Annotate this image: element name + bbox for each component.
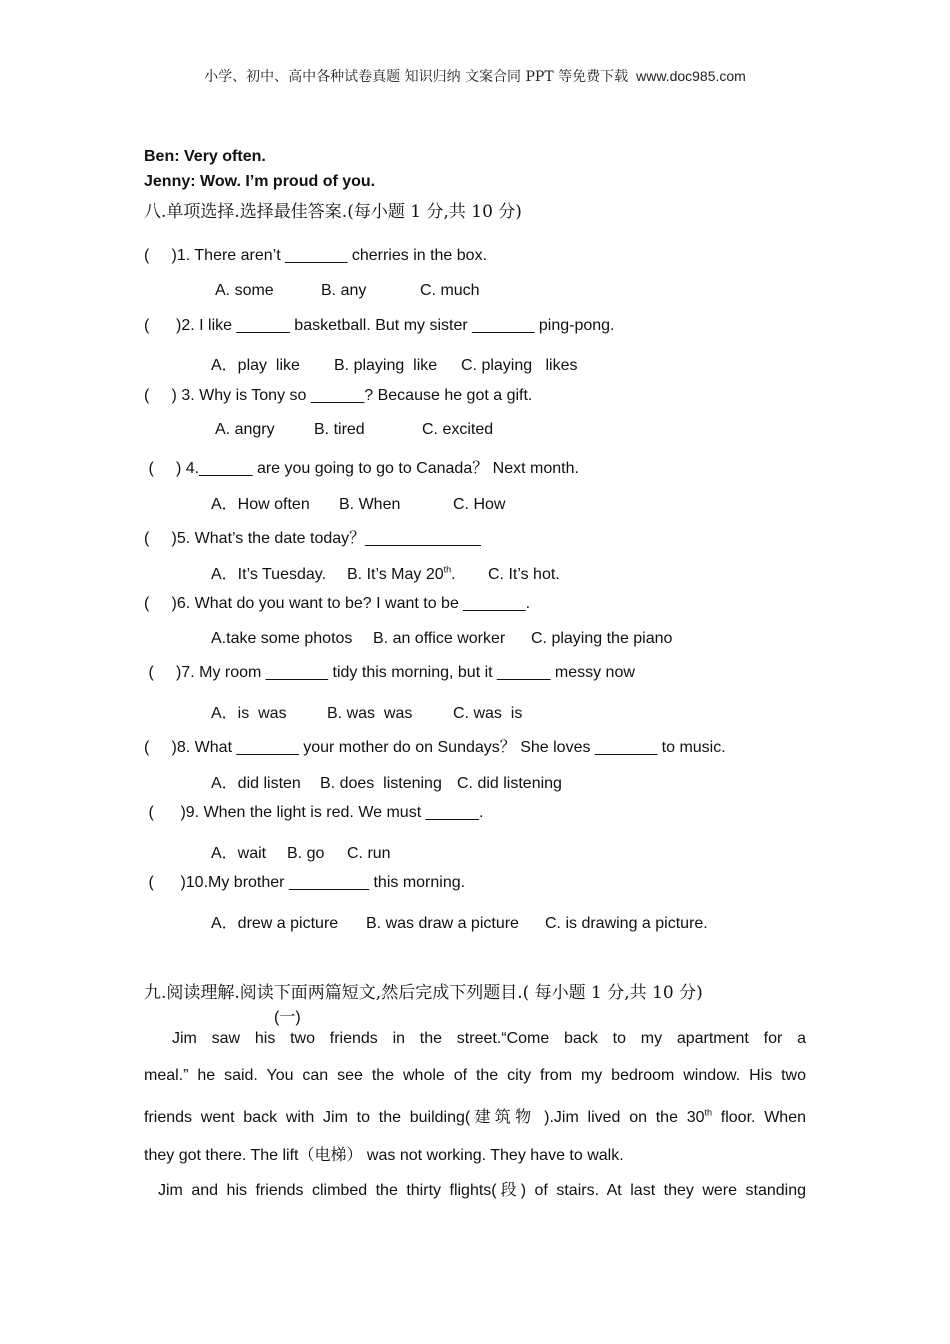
option-c[interactable]: C. playing the piano — [531, 630, 673, 647]
answer-blank[interactable]: ( ) — [144, 460, 182, 477]
chinese-gloss: 建筑物 — [470, 1107, 536, 1126]
options — [211, 561, 560, 584]
question-text: 6. What do you want to be? I want to be _______. — [176, 595, 531, 612]
options — [215, 282, 480, 300]
option-c[interactable]: C. playing likes — [461, 357, 578, 374]
answer-blank[interactable]: ( ) — [144, 664, 182, 681]
text-run: Jim and his friends climbed the thirty flights( — [158, 1182, 497, 1199]
question — [144, 804, 483, 822]
text-run: friends went back with Jim to the building( — [144, 1109, 471, 1126]
option-a[interactable]: A. angry — [215, 421, 275, 438]
question-text: 5. What’s the date today？_____________ — [176, 530, 481, 547]
question — [144, 455, 579, 478]
option-b[interactable]: B. any — [321, 282, 367, 299]
option-a[interactable]: A．How often — [211, 496, 310, 513]
option-a[interactable]: A. some — [215, 282, 274, 299]
option-c[interactable]: C. run — [347, 845, 391, 862]
option-c[interactable]: C. is drawing a picture. — [545, 915, 708, 932]
option-b[interactable]: B. an office worker — [373, 630, 506, 647]
text-run: was not working. They have to walk. — [362, 1147, 624, 1164]
option-b[interactable]: B. was draw a picture — [366, 915, 519, 932]
option-b[interactable] — [347, 566, 488, 584]
speaker: Ben: — [144, 148, 180, 165]
answer-blank[interactable]: ( ) — [144, 317, 182, 334]
passage-line — [158, 1177, 806, 1200]
option-b[interactable]: B. tired — [314, 421, 365, 438]
answer-blank[interactable]: ( ) — [144, 804, 186, 821]
question-text: 7. My room _______ tidy this morning, but it ______ messy now — [181, 664, 635, 681]
answer-blank[interactable]: ( ) — [144, 739, 177, 756]
option-c[interactable]: C. was is — [453, 705, 523, 722]
text-run: ).Jim lived on the 30 — [535, 1109, 705, 1126]
option-b[interactable]: B. does listening — [320, 775, 442, 792]
passage-line: Jim saw his two friends in the street.“Come back to my apartment for a — [172, 1030, 806, 1047]
option-a[interactable]: A．drew a picture — [211, 915, 339, 932]
header-text: 小学、初中、高中各种试卷真题 知识归纳 文案合同 PPT 等免费下载 — [204, 69, 629, 85]
answer-blank[interactable]: ( ) — [144, 247, 177, 264]
option-a[interactable]: A．It’s Tuesday. — [211, 566, 327, 583]
section-title: 八.单项选择.选择最佳答案.(每小题 1 分,共 10 分) — [144, 202, 522, 222]
line-text: Wow. I’m proud of you. — [200, 173, 376, 190]
passage-line: meal.” he said. You can see the whole of the city from my bedroom window. His two — [144, 1067, 806, 1084]
options — [211, 700, 522, 723]
answer-blank[interactable]: ( ) — [144, 874, 186, 891]
options — [211, 840, 391, 863]
question — [144, 664, 635, 682]
options — [215, 421, 493, 439]
option-a[interactable]: A．play like — [211, 357, 300, 374]
option-a[interactable]: A．wait — [211, 845, 267, 862]
option-b[interactable]: B. When — [339, 496, 401, 513]
chinese-gloss: 段 — [496, 1180, 521, 1199]
option-a[interactable]: A．is was — [211, 705, 287, 722]
speaker: Jenny: — [144, 173, 196, 190]
option-c[interactable]: C. excited — [422, 421, 494, 438]
passage-subtitle: (一) — [274, 1009, 301, 1026]
option-a[interactable]: A.take some photos — [211, 630, 353, 647]
option-a[interactable]: A．did listen — [211, 775, 301, 792]
question — [144, 317, 615, 335]
question — [144, 874, 465, 892]
options — [211, 770, 562, 793]
line-text: Very often. — [184, 148, 266, 165]
option-c[interactable]: C. much — [420, 282, 480, 299]
option-c[interactable]: C. How — [453, 496, 506, 513]
question — [144, 734, 726, 757]
page-header — [0, 66, 950, 86]
option-b[interactable]: B. was was — [327, 705, 413, 722]
option-c[interactable]: C. It’s hot. — [488, 566, 560, 583]
option-b[interactable]: B. go — [287, 845, 325, 862]
superscript: th — [443, 564, 452, 575]
question-text: 10.My brother _________ this morning. — [185, 874, 466, 891]
question — [144, 387, 532, 405]
option-b-period: . — [451, 566, 456, 583]
option-c[interactable]: C. did listening — [457, 775, 562, 792]
answer-blank[interactable]: ( ) — [144, 595, 177, 612]
option-b[interactable]: B. playing like — [334, 357, 438, 374]
question-text: 8. What _______ your mother do on Sundays？ She loves _______ to music. — [176, 739, 726, 756]
text-run: floor. When — [712, 1109, 806, 1126]
text-run: they got there. The lift — [144, 1147, 299, 1164]
options — [211, 630, 672, 648]
section-title: 九.阅读理解.阅读下面两篇短文,然后完成下列题目.( 每小题 1 分,共 10 分) — [144, 983, 703, 1003]
options — [211, 352, 578, 375]
text-run: ) of stairs. At last they were standing — [520, 1182, 806, 1199]
answer-blank[interactable]: ( ) — [144, 530, 177, 547]
answer-blank[interactable]: ( ) — [144, 387, 177, 404]
superscript: th — [704, 1107, 713, 1118]
option-b-text: B. It’s May 20 — [347, 566, 444, 583]
passage-line — [144, 1104, 806, 1127]
question — [144, 595, 530, 613]
dialogue-line — [144, 173, 375, 191]
question-text: 2. I like ______ basketball. But my sister _______ ping-pong. — [181, 317, 615, 334]
chinese-gloss: （电梯） — [298, 1145, 363, 1164]
question-text: 9. When the light is red. We must ______. — [185, 804, 484, 821]
passage-line — [144, 1142, 624, 1165]
header-site: www.doc985.com — [636, 68, 746, 84]
options — [211, 910, 708, 933]
options — [211, 491, 505, 514]
question — [144, 247, 487, 265]
question — [144, 525, 481, 548]
dialogue-line — [144, 148, 266, 166]
question-text: 3. Why is Tony so ______? Because he got a gift. — [176, 387, 533, 404]
question-text: 4.______ are you going to go to Canada？ Next month. — [181, 460, 579, 477]
question-text: 1. There aren’t _______ cherries in the box. — [176, 247, 488, 264]
